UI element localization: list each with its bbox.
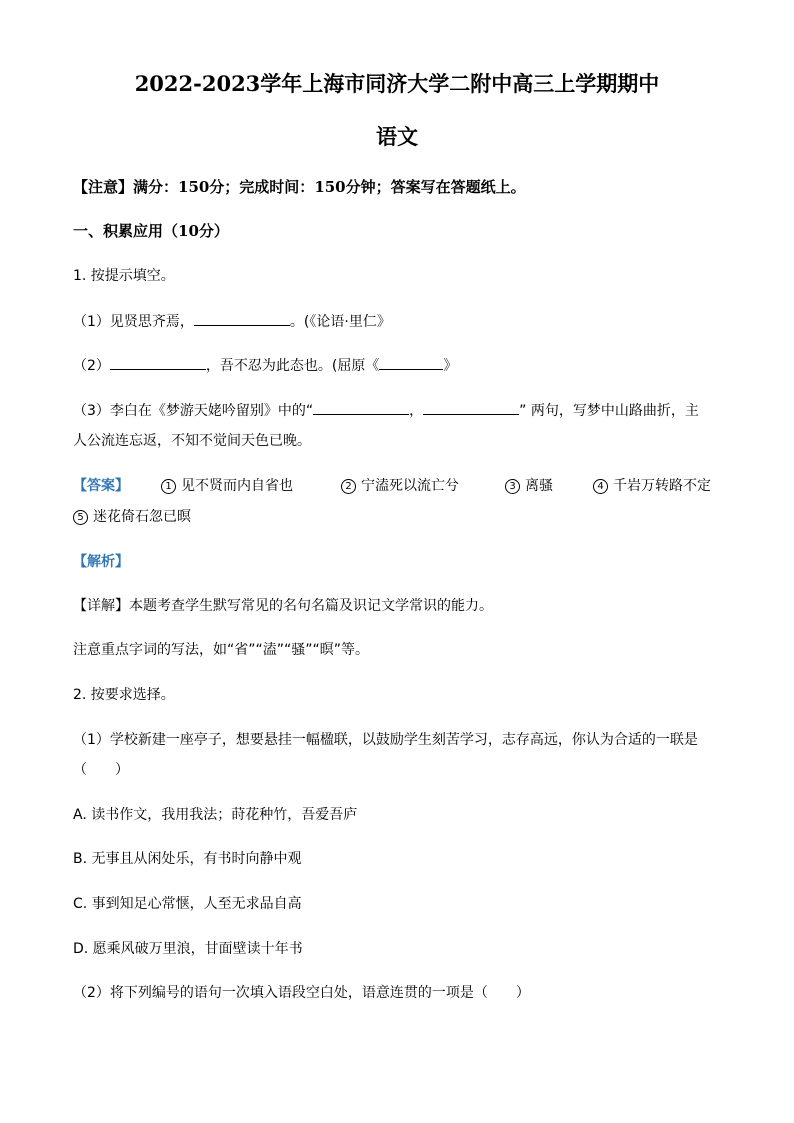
analysis-label: 【解析】 xyxy=(73,554,129,570)
answer-text: 离骚 xyxy=(525,478,553,494)
document-subtitle: 语文 xyxy=(376,124,418,149)
answer-text: 宁溘死以流亡兮 xyxy=(361,478,459,494)
q1-answer-row xyxy=(73,476,723,496)
document-title: 2022-2023学年上海市同济大学二附中高三上学期期中 xyxy=(134,71,660,96)
q1-detail: 【详解】本题考查学生默写常见的名句名篇及识记文学常识的能力。 xyxy=(73,598,493,614)
section-heading: 一、积累应用（10分） xyxy=(73,222,229,240)
q1-prompt: 1. 按提示填空。 xyxy=(73,268,175,284)
q1-part1 xyxy=(73,311,391,332)
fill-blank xyxy=(110,355,206,370)
answer-text: 迷花倚石忽已暝 xyxy=(93,509,191,525)
answer-label: 【答案】 xyxy=(73,478,129,494)
circled-number: 4 xyxy=(593,479,608,494)
answer-item xyxy=(505,476,553,496)
fill-blank xyxy=(423,400,519,415)
option-d: D. 愿乘风破万里浪，甘面壁读十年书 xyxy=(73,941,303,957)
q1-part1-start: （1）见贤思齐焉， xyxy=(73,314,194,330)
option-c: C. 事到知足心常惬，人至无求品自高 xyxy=(73,896,302,912)
option-b: B. 无事且从闲处乐，有书时向静中观 xyxy=(73,851,302,867)
q1-part3-comma: ， xyxy=(409,403,424,419)
answer-text: 千岩万转路不定 xyxy=(613,478,711,494)
circled-number: 5 xyxy=(73,510,88,525)
answer-item xyxy=(341,476,459,496)
answer-item xyxy=(593,476,711,496)
answer-text: 见不贤而内自省也 xyxy=(181,478,293,494)
fill-blank xyxy=(313,400,409,415)
q1-part2 xyxy=(73,355,457,376)
q1-part2-end: 》 xyxy=(443,358,458,374)
q1-part1-end: 。(《论语·里仁》 xyxy=(289,314,391,330)
circled-number: 2 xyxy=(341,479,356,494)
q2-sub2: （2）将下列编号的语句一次填入语段空白处，语意连贯的一项是（ ） xyxy=(73,985,530,1001)
option-a: A. 读书作文，我用我法；莳花种竹，吾爱吾庐 xyxy=(73,807,358,823)
q2-sub1-line1: （1）学校新建一座亭子，想要悬挂一幅楹联，以鼓励学生刻苦学习，志存高远，你认为合适的一联是 xyxy=(73,732,698,748)
q2-prompt: 2. 按要求选择。 xyxy=(73,687,175,703)
q1-part3 xyxy=(73,400,699,421)
q1-part3-end: ” 两句，写梦中山路曲折，主 xyxy=(519,403,699,419)
exam-notice: 【注意】满分：150分；完成时间：150分钟；答案写在答题纸上。 xyxy=(73,178,526,196)
q1-part2-mid: ，吾不忍为此态也。(屈原《 xyxy=(205,358,380,374)
q1-part3-line2: 人公流连忘返，不知不觉间天色已晚。 xyxy=(73,433,311,449)
fill-blank xyxy=(379,355,443,370)
q1-part2-start: （2） xyxy=(73,358,110,374)
q1-note: 注意重点字词的写法，如“省”“溘”“骚”“暝”等。 xyxy=(73,642,370,658)
circled-number: 3 xyxy=(505,479,520,494)
q1-part3-start: （3）李白在《梦游天姥吟留别》中的“ xyxy=(73,403,314,419)
answer-item xyxy=(161,476,293,496)
answer-item xyxy=(73,507,191,527)
fill-blank xyxy=(194,311,290,326)
q2-sub1-line2: （ ） xyxy=(73,762,129,778)
circled-number: 1 xyxy=(161,479,176,494)
